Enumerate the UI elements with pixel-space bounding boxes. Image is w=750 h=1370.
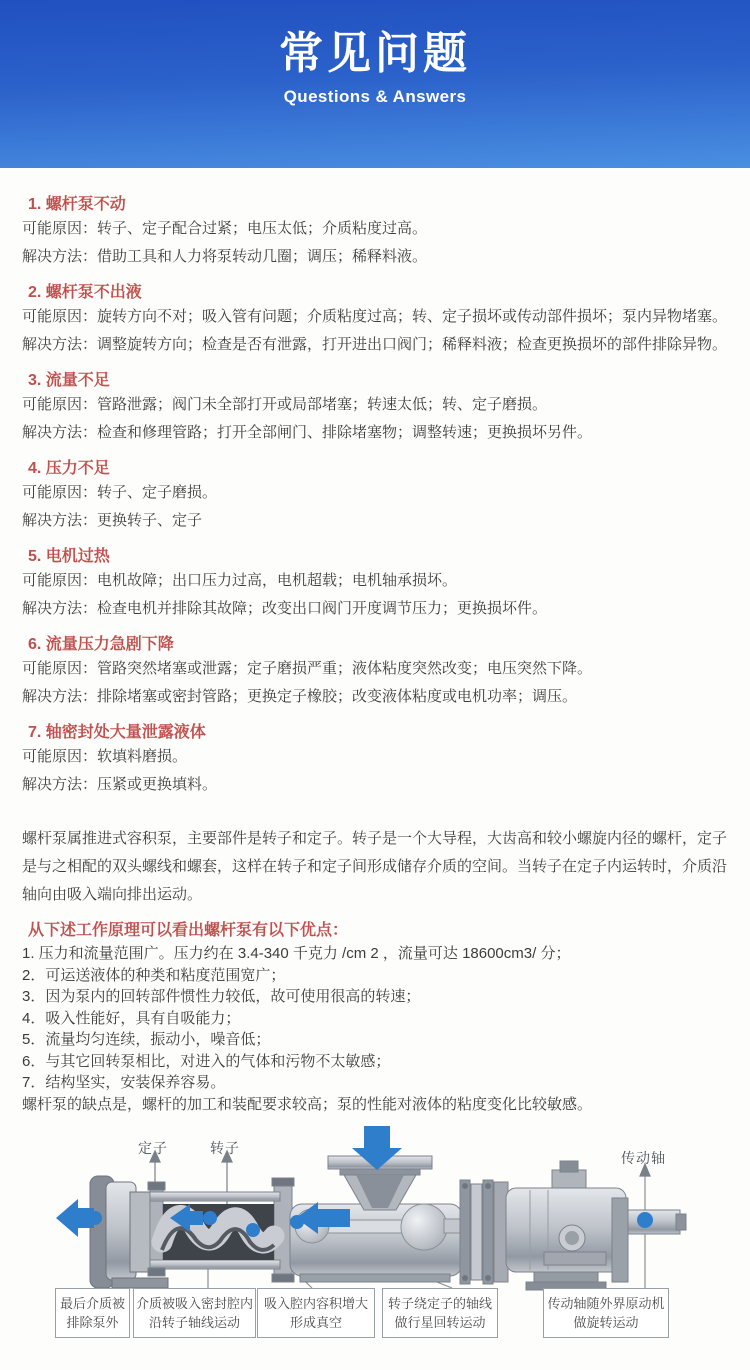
drive-shaft — [628, 1210, 686, 1234]
bearing-housing — [494, 1161, 628, 1290]
faq-cause: 可能原因：管路突然堵塞或泄露；定子磨损严重；液体粘度突然改变；电压突然下降。 — [22, 660, 593, 677]
rotor-label: 转子 — [210, 1140, 240, 1156]
faq-item-6 — [22, 635, 730, 711]
faq-content — [0, 168, 750, 1115]
faq-solution: 解决方法：检查和修理管路；打开全部闸门、排除堵塞物；调整转速；更换损坏另件。 — [22, 424, 593, 441]
faq-heading: 2. 螺杆泵不出液 — [28, 284, 142, 301]
faq-item-1 — [22, 195, 730, 271]
advantages-block — [22, 921, 730, 1115]
faq-solution: 解决方法：检查电机并排除其故障；改变出口阀门开度调节压力；更换损坏件。 — [22, 600, 548, 617]
flow-point — [88, 1211, 102, 1225]
bolt-ring — [460, 1180, 493, 1284]
advantage-item: 2．可运送液体的种类和粘度范围宽广； — [22, 966, 286, 984]
page-subtitle: Questions & Answers — [283, 87, 467, 107]
faq-heading: 6. 流量压力急剧下降 — [28, 636, 174, 653]
header-banner — [0, 0, 750, 168]
faq-solution: 解决方法：压紧或更换填料。 — [22, 776, 218, 793]
faq-heading: 7. 轴密封处大量泄露液体 — [28, 724, 206, 741]
flow-point — [637, 1212, 653, 1228]
faq-cause: 可能原因：电机故障；出口压力过高，电机超载；电机轴承损坏。 — [22, 572, 458, 589]
faq-heading: 5. 电机过热 — [28, 548, 110, 565]
faq-heading: 1. 螺杆泵不动 — [28, 196, 126, 213]
faq-cause: 可能原因：转子、定子磨损。 — [22, 484, 218, 501]
page-title: 常见问题 — [279, 29, 471, 78]
callout-vacuum: 吸入腔内容积增大 形成真空 — [257, 1288, 375, 1338]
advantage-item: 3．因为泵内的回转部件惯性力较低，故可使用很高的转速； — [22, 988, 421, 1005]
advantages-heading: 从下述工作原理可以看出螺杆泵有以下优点： — [28, 922, 349, 939]
faq-item-2 — [22, 283, 730, 359]
faq-item-5 — [22, 547, 730, 623]
advantage-item: 7．结构坚实，安装保养容易。 — [22, 1074, 226, 1091]
callout-discharge: 最后介质被 排除泵外 — [55, 1288, 130, 1338]
faq-item-7 — [22, 723, 730, 799]
stator-label: 定子 — [138, 1140, 168, 1156]
faq-item-3 — [22, 371, 730, 447]
advantage-item: 6．与其它回转泵相比，对进入的气体和污物不太敏感； — [22, 1052, 391, 1070]
faq-cause: 可能原因：旋转方向不对；吸入管有问题；介质粘度过高；转、定子损坏或传动部件损坏；泵内异物堵塞。 — [22, 308, 728, 325]
callout-drive-rotation: 传动轴随外界原动机 做旋转运动 — [543, 1288, 669, 1338]
faq-cause: 可能原因：软填料磨损。 — [22, 748, 188, 765]
callout-planetary-motion: 转子绕定子的轴线 做行星回转运动 — [382, 1288, 498, 1338]
faq-item-4 — [22, 459, 730, 535]
faq-cause: 可能原因：转子、定子配合过紧；电压太低；介质粘度过高。 — [22, 220, 428, 237]
faq-solution: 解决方法：调整旋转方向；检查是否有泄露，打开进出口阀门；稀释料液；检查更换损坏的部件排除异物。 — [22, 336, 728, 353]
faq-heading: 4. 压力不足 — [28, 460, 110, 477]
pump-diagram-section — [0, 1118, 750, 1370]
faq-solution: 解决方法：更换转子、定子 — [22, 512, 203, 529]
advantage-item: 4．吸入性能好，具有自吸能力； — [22, 1009, 241, 1027]
advantage-item: 5．流量均匀连续，振动小，噪音低； — [22, 1031, 271, 1048]
pump-description: 螺杆泵属推进式容积泵，主要部件是转子和定子。转子是一个大导程，大齿高和较小螺旋内径的螺杆，定子是与之相配的双头螺线和螺套，这样在转子和定子间形成储存介质的空间。当转子在定子内运转时，介质沿轴向由吸入端向排出运动。 — [22, 830, 728, 903]
faq-solution: 解决方法：排除堵塞或密封管路；更换定子橡胶；改变液体粘度或电机功率；调压。 — [22, 688, 578, 705]
callout-seal-cavity: 介质被吸入密封腔内 沿转子轴线运动 — [133, 1288, 256, 1338]
flow-point — [203, 1211, 217, 1225]
faq-heading: 3. 流量不足 — [28, 372, 110, 389]
advantage-item: 1. 压力和流量范围广。压力约在 3.4-340 千克力 /cm 2 ，流量可达 18600cm3/ 分； — [22, 945, 571, 962]
flow-point — [246, 1223, 260, 1237]
faq-cause: 可能原因：管路泄露；阀门未全部打开或局部堵塞；转速太低；转、定子磨损。 — [22, 396, 548, 413]
flow-point — [290, 1215, 304, 1229]
faq-solution: 解决方法：借助工具和人力将泵转动几圈；调压；稀释料液。 — [22, 248, 428, 265]
drawback-line: 螺杆泵的缺点是，螺杆的加工和装配要求较高；泵的性能对液体的粘度变化比较敏感。 — [22, 1095, 593, 1113]
drive-shaft-label: 传动轴 — [621, 1150, 666, 1166]
